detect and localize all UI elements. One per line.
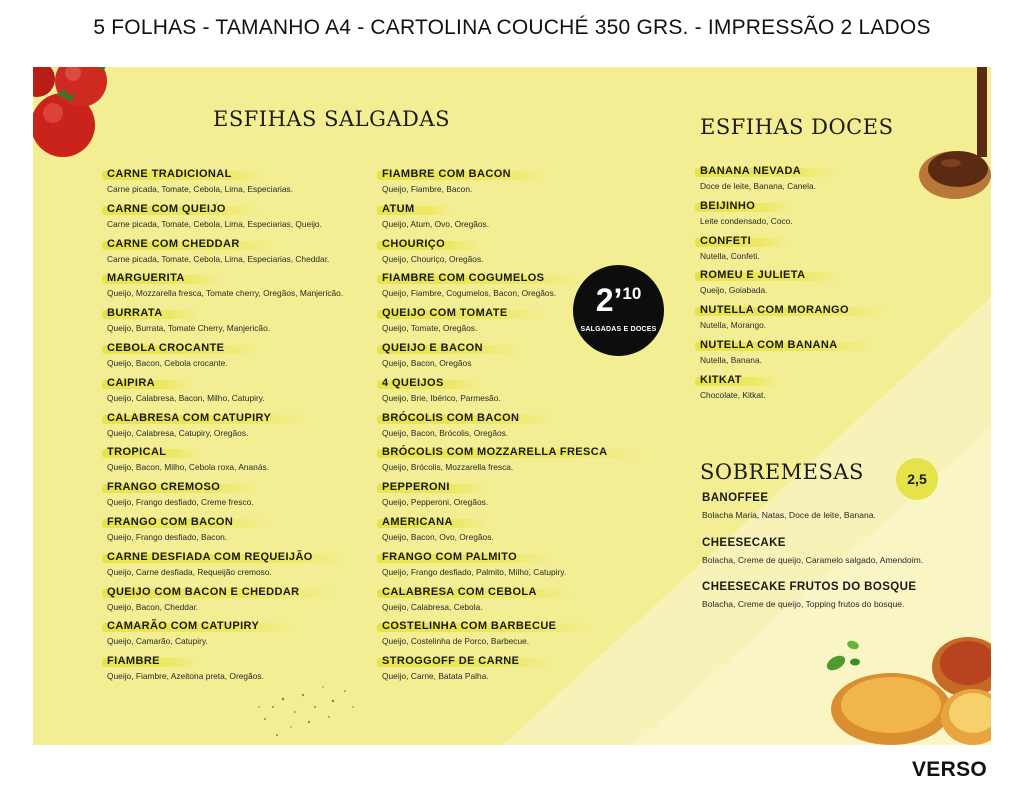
menu-item-description: Nutella, Confeti.	[700, 250, 760, 261]
menu-item-name: CARNE TRADICIONAL	[107, 168, 232, 180]
menu-item-description: Carne picada, Tomate, Cebola, Lima, Especiarias.	[107, 184, 294, 194]
menu-item-name: CAMARÃO COM CATUPIRY	[107, 620, 260, 633]
menu-item-description: Queijo, Bacon, Brócolis, Oregãos.	[382, 427, 509, 438]
menu-item-name: AMERICANA	[382, 515, 453, 528]
menu-item	[698, 300, 851, 335]
menu-item	[380, 164, 609, 199]
menu-item	[698, 370, 851, 405]
menu-item	[702, 581, 923, 626]
menu-item-name: TROPICAL	[107, 446, 167, 459]
menu-item	[380, 234, 609, 269]
menu-item	[380, 338, 609, 373]
menu-item	[380, 547, 609, 582]
menu-item-description: Leite condensado, Coco.	[700, 215, 793, 226]
menu-item-name: BANOFFEE	[702, 492, 769, 504]
menu-item	[105, 616, 343, 651]
menu-item-name: FRANGO COM PALMITO	[382, 550, 518, 563]
section-title-doces: ESFIHAS DOCES	[700, 115, 894, 139]
menu-item-description: Queijo, Tomate, Oregãos.	[382, 323, 478, 334]
menu-item	[105, 234, 343, 269]
menu-item-description: Queijo, Carne desfiada, Requeijão cremoso.	[107, 566, 272, 577]
menu-item-name: CALABRESA COM CATUPIRY	[107, 411, 272, 424]
menu-item-name: FIAMBRE	[107, 655, 160, 668]
sobremesas-column	[702, 492, 923, 626]
menu-item-description: Queijo, Camarão, Catupiry.	[107, 636, 208, 647]
menu-item-name: BRÓCOLIS COM BACON	[382, 411, 520, 424]
price-cents: 10	[622, 284, 642, 303]
menu-item-description: Queijo, Atum, Ovo, Oregãos.	[382, 218, 490, 229]
menu-item	[698, 335, 851, 370]
menu-item	[105, 164, 343, 199]
menu-item	[380, 582, 609, 617]
menu-item	[698, 196, 851, 231]
section-title-salgadas: ESFIHAS SALGADAS	[213, 107, 450, 131]
menu-item-description: Queijo, Burrata, Tomate Cherry, Manjericão.	[107, 323, 271, 334]
price-subtitle: SALGADAS E DOCES	[580, 326, 657, 333]
menu-item-name: CALABRESA COM CEBOLA	[382, 585, 537, 598]
menu-sheet	[33, 67, 991, 745]
menu-item-description: Queijo, Bacon, Cebola crocante.	[107, 357, 228, 368]
menu-item-description: Chocolate, Kitkat.	[700, 389, 766, 400]
menu-item	[698, 161, 851, 196]
menu-item	[105, 303, 343, 338]
menu-item-name: CHEESECAKE	[702, 536, 786, 549]
menu-item	[105, 268, 343, 303]
menu-item	[380, 442, 609, 477]
menu-item-description: Carne picada, Tomate, Cebola, Lima, Especiarias, Cheddar.	[107, 253, 330, 264]
menu-item	[380, 408, 609, 443]
menu-item	[698, 265, 851, 300]
menu-item	[105, 338, 343, 373]
menu-item-description: Bolacha Maria, Natas, Doce de leite, Banana.	[702, 510, 876, 520]
menu-item	[105, 442, 343, 477]
menu-item-name: CONFETI	[700, 234, 752, 247]
tomato-icon	[33, 67, 107, 157]
side-label: VERSO	[912, 758, 988, 781]
menu-item-description: Queijo, Brócolis, Mozzarella fresca.	[382, 462, 514, 473]
menu-item	[380, 199, 609, 234]
menu-item-name: QUEIJO COM TOMATE	[382, 307, 508, 320]
menu-item-name: CHEESECAKE FRUTOS DO BOSQUE	[702, 581, 917, 593]
menu-item-name: CARNE COM CHEDDAR	[107, 237, 240, 250]
menu-item-name: CAIPIRA	[107, 376, 156, 389]
menu-item-name: CEBOLA CROCANTE	[107, 341, 225, 354]
menu-item-name: BANANA NEVADA	[700, 165, 802, 177]
menu-item-description: Queijo, Carne, Batata Palha.	[382, 671, 489, 682]
menu-item-name: COSTELINHA COM BARBECUE	[382, 620, 557, 633]
menu-item-name: QUEIJO E BACON	[382, 341, 483, 354]
doces-column	[698, 161, 851, 405]
sobremesas-price-badge: 2,5	[896, 458, 938, 500]
print-spec-caption: 5 FOLHAS - TAMANHO A4 - CARTOLINA COUCHÉ 350 GRS. - IMPRESSÃO 2 LADOS	[93, 16, 931, 39]
menu-item-name: CARNE COM QUEIJO	[107, 202, 226, 215]
menu-item-name: ROMEU E JULIETA	[700, 269, 806, 282]
menu-item-name: PEPPERONI	[382, 481, 450, 494]
menu-item	[380, 512, 609, 547]
menu-item-name: CHOURIÇO	[382, 237, 446, 250]
menu-item-name: MARGUERITA	[107, 272, 185, 285]
menu-item-description: Queijo, Costelinha de Porco, Barbecue.	[382, 636, 530, 647]
menu-item	[380, 373, 609, 408]
menu-item-description: Queijo, Bacon, Milho, Cebola roxa, Ananás.	[107, 462, 270, 473]
menu-item-name: FIAMBRE COM COGUMELOS	[382, 272, 545, 285]
menu-item-description: Queijo, Fiambre, Azeitona preta, Oregãos.	[107, 671, 264, 682]
salgadas-column-1	[105, 164, 343, 686]
menu-item	[380, 477, 609, 512]
menu-item-name: NUTELLA COM BANANA	[700, 338, 838, 351]
menu-item-name: 4 QUEIJOS	[382, 376, 444, 389]
menu-item	[105, 582, 343, 617]
salgadas-column-2	[380, 164, 609, 686]
menu-item-name: FRANGO CREMOSO	[107, 481, 221, 494]
menu-item-name: CARNE DESFIADA COM REQUEIJÃO	[107, 550, 313, 563]
menu-item-description: Queijo, Calabresa, Cebola.	[382, 601, 483, 612]
menu-item-name: FIAMBRE COM BACON	[382, 168, 512, 180]
menu-item	[698, 231, 851, 266]
section-title-sobremesas: SOBREMESAS	[700, 460, 864, 484]
menu-item-description: Doce de leite, Banana, Canela.	[700, 181, 816, 191]
menu-item-description: Queijo, Calabresa, Catupiry, Oregãos.	[107, 427, 249, 438]
menu-item-name: BRÓCOLIS COM MOZZARELLA FRESCA	[382, 446, 608, 459]
menu-item-name: NUTELLA COM MORANGO	[700, 304, 849, 317]
menu-item-description: Queijo, Pepperoni, Oregãos.	[382, 497, 489, 508]
menu-item-description: Queijo, Frango desfiado, Palmito, Milho, Catupiry.	[382, 566, 567, 577]
menu-item-description: Queijo, Bacon, Ovo, Oregãos.	[382, 531, 494, 542]
menu-item-name: BEIJINHO	[700, 199, 756, 212]
menu-item-description: Queijo, Frango desfiado, Creme fresco.	[107, 497, 254, 508]
menu-item-description: Carne picada, Tomate, Cebola, Lima, Especiarias, Queijo.	[107, 218, 322, 229]
menu-item-name: FRANGO COM BACON	[107, 515, 234, 528]
menu-item	[105, 547, 343, 582]
menu-item	[702, 537, 923, 582]
menu-item-description: Queijo, Chouriço, Oregãos.	[382, 253, 484, 264]
menu-item-name: ATUM	[382, 202, 415, 215]
menu-item-name: KITKAT	[700, 373, 742, 386]
menu-item	[105, 651, 343, 686]
menu-item-description: Nutella, Banana.	[700, 354, 762, 365]
menu-item-description: Queijo, Brie, Ibérico, Parmesão.	[382, 392, 501, 403]
menu-item	[105, 408, 343, 443]
menu-item-description: Bolacha, Creme de queijo, Topping frutos do bosque.	[702, 599, 905, 609]
menu-item-name: STROGGOFF DE CARNE	[382, 655, 520, 668]
menu-item	[105, 477, 343, 512]
chocolate-pastry-icon	[919, 67, 991, 199]
menu-item-description: Queijo, Calabresa, Bacon, Milho, Catupiry.	[107, 392, 265, 403]
menu-item-description: Queijo, Bacon, Oregãos	[382, 357, 472, 368]
menu-item-description: Queijo, Frango desfiado, Bacon.	[107, 531, 228, 542]
speckle-decoration	[258, 686, 354, 736]
menu-item-description: Queijo, Bacon, Cheddar.	[107, 601, 199, 612]
price-main: 2’	[595, 282, 623, 318]
menu-item-description: Bolacha, Creme de queijo, Caramelo salgado, Amendoim.	[702, 554, 924, 565]
menu-item-description: Queijo, Mozzarella fresca, Tomate cherry, Oregãos, Manjericão.	[107, 288, 344, 299]
menu-item	[105, 199, 343, 234]
menu-item	[702, 492, 923, 537]
menu-item-description: Nutella, Morango.	[700, 320, 767, 331]
price-badge	[573, 265, 664, 356]
menu-item	[380, 651, 609, 686]
menu-item-description: Queijo, Goiabada.	[700, 285, 768, 296]
menu-item-description: Queijo, Fiambre, Bacon.	[382, 184, 473, 194]
menu-item-description: Queijo, Fiambre, Cogumelos, Bacon, Oregãos.	[382, 288, 557, 299]
menu-item	[380, 616, 609, 651]
menu-item-name: BURRATA	[107, 307, 163, 320]
menu-item	[105, 373, 343, 408]
menu-item	[105, 512, 343, 547]
menu-item-name: QUEIJO COM BACON E CHEDDAR	[107, 585, 300, 598]
